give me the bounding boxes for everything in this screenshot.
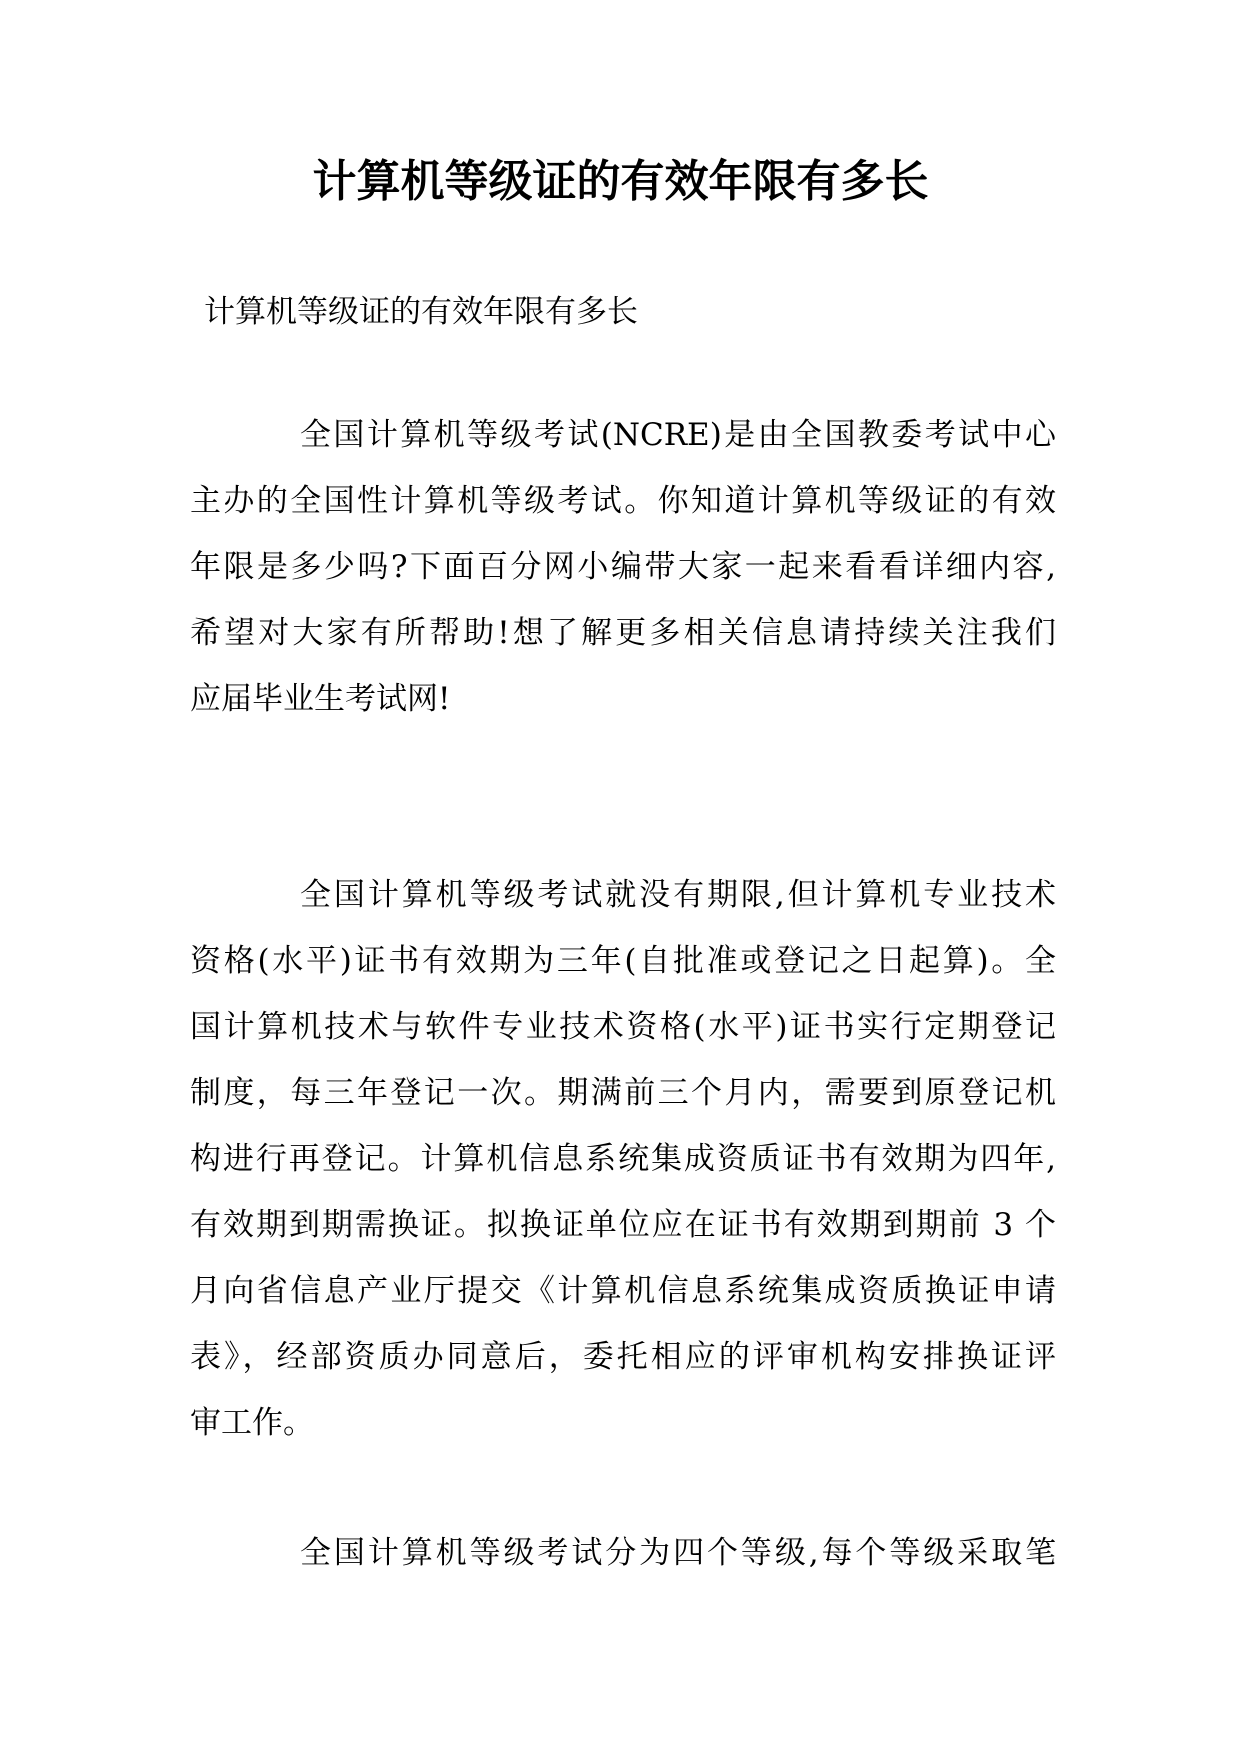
- document-subtitle: 计算机等级证的有效年限有多长: [204, 294, 638, 330]
- paragraph-line: 全国计算机等级考试就没有期限,但计算机专业技术: [300, 877, 1056, 913]
- document-title: 计算机等级证的有效年限有多长: [312, 156, 929, 207]
- paragraph-line: 审工作。: [190, 1405, 314, 1441]
- paragraph-line: 主办的全国性计算机等级考试。你知道计算机等级证的有效: [190, 483, 1056, 519]
- paragraph-validity: [190, 862, 1056, 1456]
- paragraph-line: 制度，每三年登记一次。期满前三个月内，需要到原登记机: [190, 1075, 1056, 1111]
- paragraph-line: 构进行再登记。计算机信息系统集成资质证书有效期为四年,: [190, 1141, 1056, 1177]
- paragraph-line: 全国计算机等级考试分为四个等级,每个等级采取笔: [300, 1535, 1056, 1571]
- paragraph-line: 全国计算机等级考试(NCRE)是由全国教委考试中心: [300, 417, 1056, 453]
- paragraph-line: 有效期到期需换证。拟换证单位应在证书有效期到期前 3 个: [190, 1207, 1056, 1243]
- paragraph-line: 年限是多少吗?下面百分网小编带大家一起来看看详细内容,: [190, 549, 1056, 585]
- paragraph-levels: [190, 1520, 1056, 1586]
- paragraph-line: 资格(水平)证书有效期为三年(自批准或登记之日起算)。全: [190, 943, 1056, 979]
- paragraph-line: 希望对大家有所帮助!想了解更多相关信息请持续关注我们: [190, 615, 1056, 651]
- paragraph-line: 国计算机技术与软件专业技术资格(水平)证书实行定期登记: [190, 1009, 1056, 1045]
- paragraph-intro: [190, 402, 1056, 732]
- paragraph-line: 月向省信息产业厅提交《计算机信息系统集成资质换证申请: [190, 1273, 1056, 1309]
- paragraph-line: 表》，经部资质办同意后，委托相应的评审机构安排换证评: [190, 1339, 1056, 1375]
- paragraph-line: 应届毕业生考试网!: [190, 681, 451, 717]
